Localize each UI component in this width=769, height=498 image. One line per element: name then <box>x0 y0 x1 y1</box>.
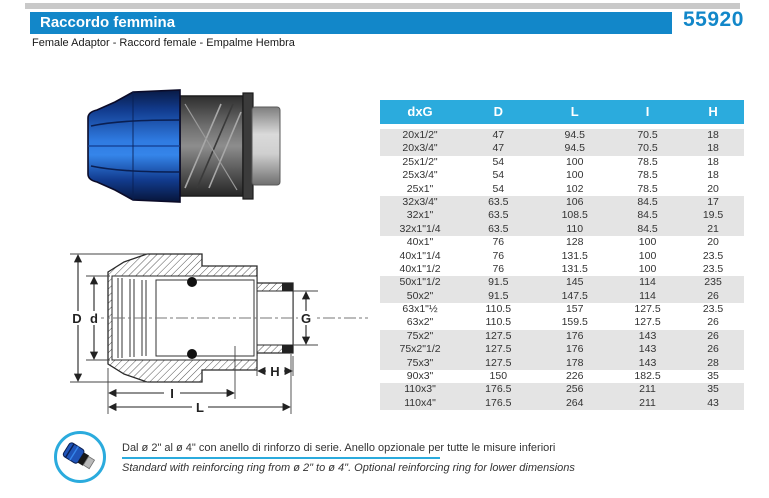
table-cell: 159.5 <box>561 316 588 329</box>
table-cell: 211 <box>639 383 656 396</box>
table-cell: 63.5 <box>488 195 509 208</box>
technical-drawing <box>52 246 372 423</box>
table-row <box>380 250 744 263</box>
dim-label-G: G <box>300 311 312 326</box>
table-cell: 47 <box>492 142 505 155</box>
table-cell: 94.5 <box>564 129 585 141</box>
table-row <box>380 276 744 289</box>
table-cell: 70.5 <box>637 129 658 141</box>
o-ring-bottom <box>187 349 197 359</box>
table-cell: 63.5 <box>488 222 509 235</box>
table-cell: 84.5 <box>637 195 658 208</box>
table-cell: 176 <box>565 343 584 356</box>
table-cell: 143 <box>638 329 657 342</box>
table-cell: 70.5 <box>637 142 658 155</box>
table-cell: 127.5 <box>634 316 661 329</box>
table-cell: 75x2"1/2 <box>399 343 441 356</box>
table-cell: 75x2" <box>406 329 434 342</box>
table-cell: 102 <box>565 182 584 195</box>
table-cell: 178 <box>565 356 584 369</box>
table-cell: 75x3" <box>406 356 434 369</box>
table-cell: 127.5 <box>485 329 512 342</box>
table-cell: 18 <box>707 129 719 141</box>
table-cell: 143 <box>638 356 657 369</box>
table-row <box>380 263 744 276</box>
table-row <box>380 223 744 236</box>
table-row <box>380 330 744 343</box>
table-cell: 114 <box>639 276 656 289</box>
table-cell: 26 <box>707 329 719 342</box>
table-cell: 100 <box>638 249 657 262</box>
table-cell: 128 <box>565 236 584 249</box>
table-cell: 110x4" <box>404 396 436 409</box>
table-cell: 50x1"1/2 <box>399 276 441 289</box>
table-row <box>380 142 744 155</box>
column-header-dxg: dxG <box>407 104 433 119</box>
table-row <box>380 129 744 142</box>
table-row <box>380 156 744 169</box>
column-header-i: I <box>645 104 650 119</box>
table-cell: 226 <box>565 370 584 383</box>
column-header-d: D <box>493 104 503 119</box>
page-title: Raccordo femmina <box>30 12 672 34</box>
table-header-row <box>380 100 744 124</box>
table-cell: 110.5 <box>485 316 512 329</box>
table-row <box>380 303 744 316</box>
table-row <box>380 343 744 356</box>
table-cell: 131.5 <box>561 249 588 262</box>
table-row <box>380 316 744 329</box>
dim-label-I: I <box>170 386 174 401</box>
table-cell: 25x1" <box>406 182 434 195</box>
page-subtitle: Female Adaptor - Raccord female - Empalme Hembra <box>32 37 295 49</box>
table-cell: 40x1"1/2 <box>399 262 441 275</box>
dim-label-D: D <box>72 311 82 326</box>
table-cell: 78.5 <box>637 182 658 195</box>
table-cell: 110x3" <box>404 383 436 396</box>
table-cell: 235 <box>704 276 722 289</box>
footnote-english: Standard with reinforcing ring from ø 2" to ø 4". Optional reinforcing ring for lower dimensions <box>122 462 575 474</box>
table-row <box>380 383 744 396</box>
table-cell: 94.5 <box>564 142 585 155</box>
table-cell: 108.5 <box>561 209 588 222</box>
table-cell: 76 <box>492 236 505 249</box>
table-cell: 54 <box>492 155 505 168</box>
footnote <box>122 442 575 474</box>
table-cell: 131.5 <box>561 262 588 275</box>
spigot-end <box>252 107 280 185</box>
dim-label-d: d <box>90 311 98 326</box>
table-cell: 147.5 <box>561 289 588 302</box>
table-cell: 143 <box>638 343 657 356</box>
thread-section <box>180 93 253 199</box>
table-cell: 91.5 <box>488 289 509 302</box>
table-cell: 20 <box>707 236 719 249</box>
table-cell: 211 <box>639 396 656 409</box>
table-row <box>380 183 744 196</box>
table-cell: 20x3/4" <box>402 142 438 155</box>
table-cell: 110 <box>566 222 584 235</box>
table-cell: 100 <box>565 155 584 168</box>
table-cell: 26 <box>707 343 719 356</box>
dimensions-table <box>380 100 744 410</box>
table-cell: 32x1" <box>406 209 434 222</box>
table-cell: 47 <box>492 129 505 141</box>
table-cell: 17 <box>707 195 719 208</box>
table-cell: 145 <box>565 276 584 289</box>
mini-fitting-icon <box>61 438 99 476</box>
table-row <box>380 357 744 370</box>
table-cell: 264 <box>565 396 584 409</box>
table-cell: 18 <box>707 155 719 168</box>
footnote-divider <box>122 457 440 459</box>
top-divider-bar <box>25 3 740 9</box>
product-photo <box>85 88 285 204</box>
table-row <box>380 169 744 182</box>
table-cell: 106 <box>565 195 584 208</box>
table-cell: 18 <box>707 142 719 155</box>
table-row <box>380 397 744 410</box>
table-cell: 21 <box>707 222 719 235</box>
compression-nut <box>88 90 180 202</box>
table-cell: 63x2" <box>406 316 434 329</box>
table-cell: 32x1"1/4 <box>399 222 441 235</box>
table-cell: 25x3/4" <box>402 169 438 182</box>
table-cell: 54 <box>492 182 505 195</box>
table-cell: 26 <box>707 316 719 329</box>
table-cell: 23.5 <box>702 262 724 275</box>
table-cell: 127.5 <box>485 343 512 356</box>
table-row <box>380 370 744 383</box>
table-row <box>380 209 744 222</box>
table-cell: 84.5 <box>637 209 658 222</box>
table-cell: 100 <box>565 169 584 182</box>
table-cell: 63x1"½ <box>402 303 438 316</box>
table-cell: 256 <box>565 383 584 396</box>
table-cell: 35 <box>707 383 719 396</box>
column-header-l: L <box>570 104 579 119</box>
table-cell: 19.5 <box>702 209 724 222</box>
dimensions-table-body <box>380 129 744 410</box>
table-row <box>380 236 744 249</box>
table-cell: 63.5 <box>488 209 509 222</box>
table-cell: 100 <box>638 262 657 275</box>
table-cell: 157 <box>565 303 584 316</box>
table-cell: 84.5 <box>637 222 658 235</box>
table-row <box>380 290 744 303</box>
table-cell: 176 <box>565 329 584 342</box>
product-code: 55920 <box>683 8 744 31</box>
table-cell: 20x1/2" <box>402 129 438 141</box>
o-ring-top <box>187 277 197 287</box>
table-cell: 182.5 <box>634 370 661 383</box>
table-cell: 40x1"1/4 <box>399 249 441 262</box>
table-cell: 91.5 <box>488 276 509 289</box>
table-cell: 76 <box>492 262 505 275</box>
column-header-h: H <box>708 104 718 119</box>
table-cell: 23.5 <box>702 249 724 262</box>
reinforcing-ring-badge <box>54 431 106 483</box>
table-cell: 127.5 <box>485 356 512 369</box>
table-cell: 100 <box>638 236 657 249</box>
table-cell: 127.5 <box>634 303 661 316</box>
table-cell: 78.5 <box>637 169 658 182</box>
table-cell: 110.5 <box>485 303 512 316</box>
table-cell: 20 <box>707 182 719 195</box>
table-cell: 18 <box>707 169 719 182</box>
table-cell: 43 <box>707 396 719 409</box>
table-cell: 54 <box>492 169 505 182</box>
table-row <box>380 196 744 209</box>
table-cell: 23.5 <box>702 303 724 316</box>
table-cell: 176.5 <box>485 396 512 409</box>
dim-label-H: H <box>270 364 280 379</box>
table-cell: 176.5 <box>485 383 512 396</box>
table-cell: 150 <box>489 370 508 383</box>
table-cell: 114 <box>639 289 656 302</box>
table-cell: 32x3/4" <box>402 195 438 208</box>
table-cell: 26 <box>707 289 719 302</box>
dim-label-L: L <box>196 400 204 415</box>
table-cell: 76 <box>492 249 505 262</box>
table-cell: 50x2" <box>406 289 434 302</box>
footnote-italian: Dal ø 2" al ø 4" con anello di rinforzo di serie. Anello opzionale per tutte le misure inferiori <box>122 442 556 454</box>
table-cell: 90x3" <box>406 370 434 383</box>
table-cell: 25x1/2" <box>402 155 438 168</box>
table-cell: 78.5 <box>637 155 658 168</box>
table-cell: 35 <box>707 370 719 383</box>
table-cell: 28 <box>707 356 719 369</box>
table-cell: 40x1" <box>406 236 434 249</box>
